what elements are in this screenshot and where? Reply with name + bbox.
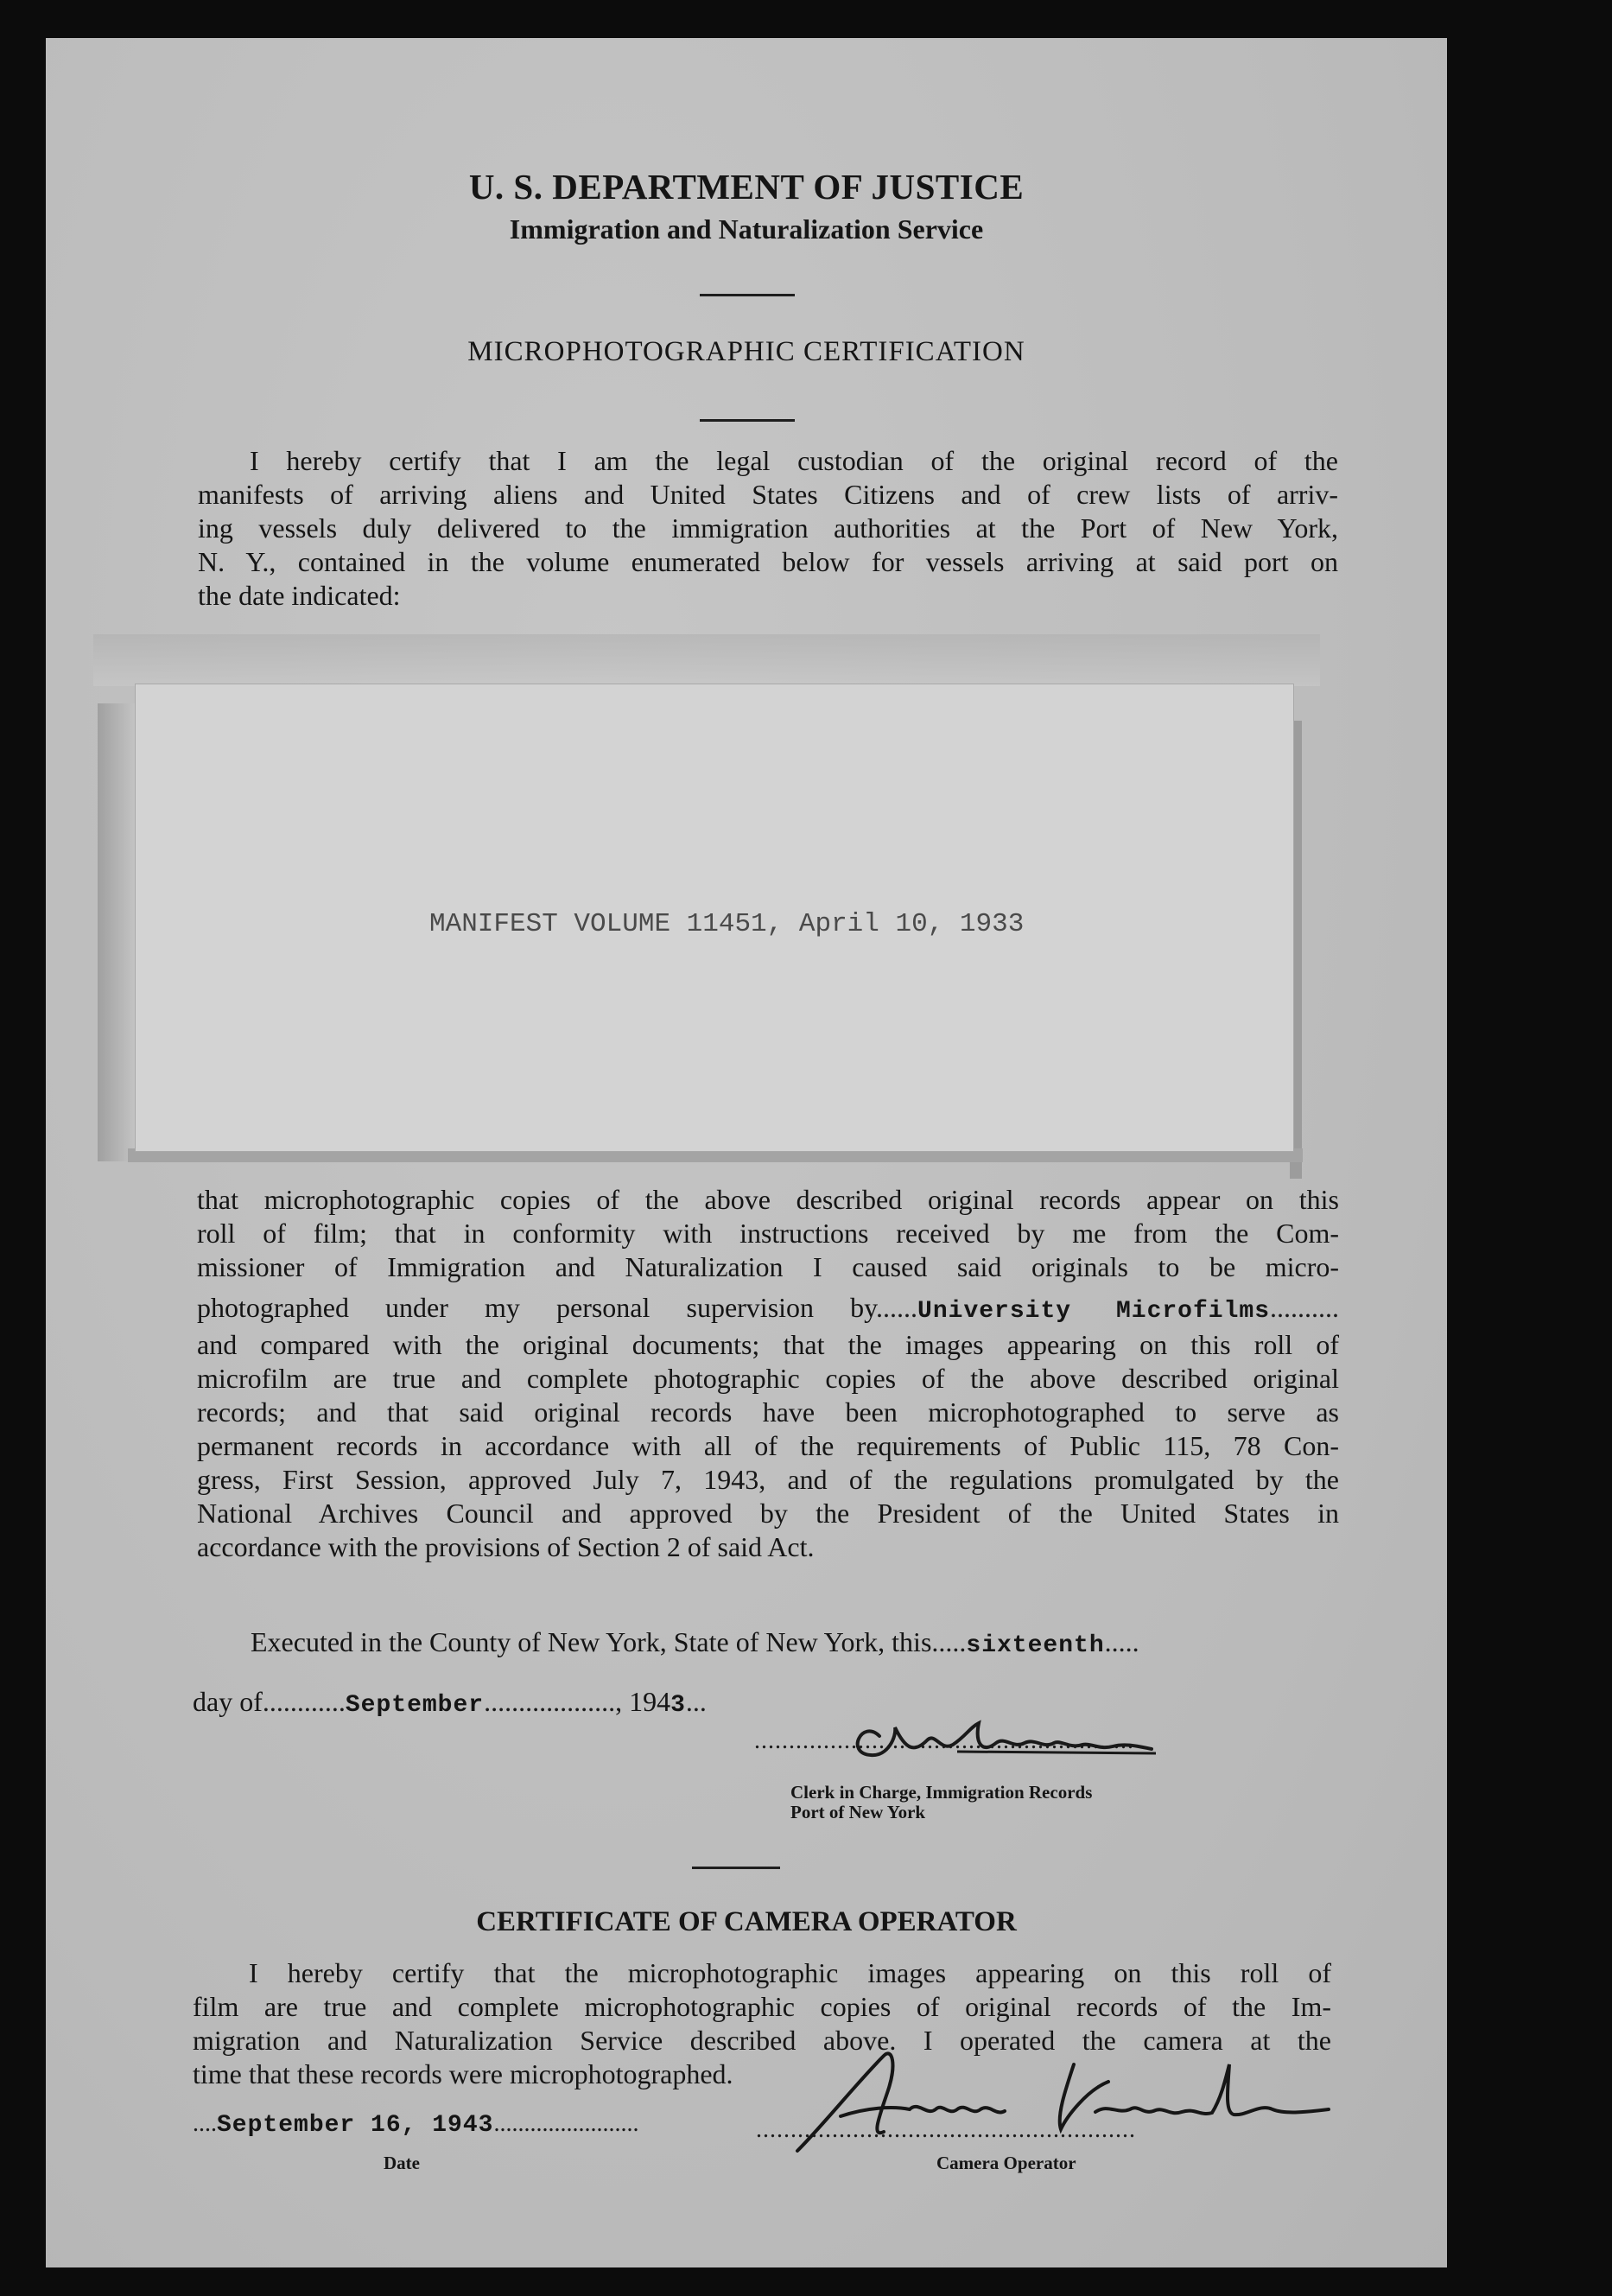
camera-operator-title: CERTIFICATE OF CAMERA OPERATOR	[476, 1906, 1017, 1937]
intro-paragraph	[198, 444, 1338, 613]
text-line: that microphotographic copies of the above described original records appear on this	[197, 1184, 1339, 1215]
clerk-title: Clerk in Charge, Immigration Records	[790, 1782, 1093, 1803]
text-line: accordance with the provisions of Section 2 of said Act.	[197, 1531, 815, 1562]
text-line: I hereby certify that the microphotographic images appearing on this roll of	[249, 1957, 1331, 1988]
text-line: manifests of arriving aliens and United States Citizens and of crew lists of arriv-	[198, 479, 1338, 510]
text-line: missioner of Immigration and Naturalization I caused said originals to be micro-	[197, 1251, 1339, 1282]
text-line: I hereby certify that I am the legal custodian of the original record of the	[250, 445, 1338, 476]
divider	[700, 419, 795, 422]
text-line: migration and Naturalization Service described above. I operated the camera at the	[193, 2025, 1331, 2056]
text-line: permanent records in accordance with all of the requirements of Public 115, 78 Con-	[197, 1430, 1339, 1461]
operator-signature-line: .......................................................	[756, 2116, 1136, 2143]
day-of-text: day of	[193, 1686, 263, 1717]
month-value: September	[345, 1692, 485, 1719]
executed-text: Executed in the County of New York, State of New York, this	[251, 1626, 932, 1657]
certification-title: MICROPHOTOGRAPHIC CERTIFICATION	[467, 336, 1025, 367]
day-value: sixteenth	[966, 1632, 1105, 1659]
divider	[692, 1867, 780, 1869]
year-digit: 3	[670, 1692, 686, 1719]
operator-date-field: ....September 16, 1943........................	[193, 2110, 639, 2139]
insert-shadow	[98, 703, 136, 1161]
operator-date-value: September 16, 1943	[217, 2112, 494, 2139]
text-line: National Archives Council and approved by the President of the United States in	[197, 1498, 1339, 1529]
year-prefix: , 194	[615, 1686, 671, 1717]
service-subheading: Immigration and Naturalization Service	[509, 213, 984, 245]
clerk-place: Port of New York	[790, 1802, 926, 1822]
text-line: film are true and complete microphotographic copies of original records of the Im-	[193, 1991, 1331, 2022]
insert-shadow	[93, 634, 1320, 686]
text-line: records; and that said original records have been microphotographed to serve as	[197, 1396, 1339, 1428]
divider	[700, 294, 795, 296]
department-heading: U. S. DEPARTMENT OF JUSTICE	[468, 167, 1025, 207]
manifest-volume-text: MANIFEST VOLUME 11451, April 10, 1933	[429, 909, 1025, 939]
text-line: photographed under my personal supervision by	[197, 1292, 877, 1323]
text-line: and compared with the original documents; that the images appearing on this roll of	[197, 1329, 1339, 1360]
text-line: roll of film; that in conformity with instructions received by me from the Com-	[197, 1218, 1339, 1249]
date-label: Date	[384, 2153, 420, 2173]
manifest-insert-slip	[136, 684, 1293, 1151]
clerk-signature-line: .......................................................	[754, 1727, 1134, 1754]
executed-line: Executed in the County of New York, State of New York, this.....sixteenth.....	[251, 1626, 1139, 1659]
text-line: ing vessels duly delivered to the immigration authorities at the Port of New York,	[198, 512, 1338, 544]
camera-operator-label: Camera Operator	[936, 2153, 1076, 2173]
certificate-sheet	[46, 38, 1447, 2267]
text-line: N. Y., contained in the volume enumerated below for vessels arriving at said port on	[198, 546, 1338, 577]
supervision-line: photographed under my personal supervision by......University Microfilms..........	[197, 1292, 1339, 1325]
text-line: gress, First Session, approved July 7, 1943, and of the regulations promulgated by the	[197, 1464, 1339, 1495]
text-line: time that these records were microphotographed.	[193, 2058, 733, 2089]
filmed-by-value: University Microfilms	[917, 1298, 1270, 1325]
date-line: day of............September..................., 1943...	[193, 1686, 707, 1719]
text-line: microfilm are true and complete photographic copies of the above described original	[197, 1363, 1339, 1394]
text-line: the date indicated:	[198, 580, 401, 611]
body-paragraph	[197, 1183, 1339, 1564]
